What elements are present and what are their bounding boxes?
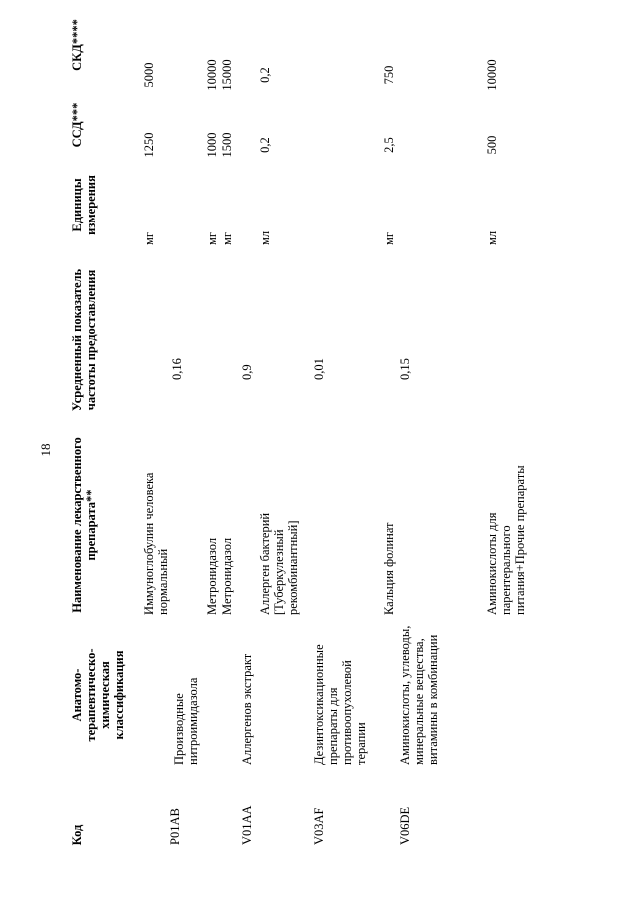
row6-frequency: 0,01	[312, 358, 326, 380]
header-atc: Анатомо-терапевтическо-химическая классификация	[70, 648, 126, 742]
row1-atc: Производные нитроимидазола	[172, 677, 200, 765]
row3-skd: 15000	[220, 59, 234, 91]
row0-drug: Иммуноглобулин человека нормальный	[142, 472, 170, 615]
row5-ssd: 0,2	[258, 137, 272, 153]
header-unit: Единицы измерения	[70, 175, 98, 235]
row9-unit: мл	[485, 230, 499, 245]
row6-code: V03AF	[312, 807, 326, 845]
header-code: Код	[70, 824, 84, 846]
header-frequency: Усредненный показатель частоты предоставления	[70, 268, 98, 412]
row4-atc: Аллергенов экстракт	[240, 653, 254, 765]
header-ssd: ССД***	[70, 102, 84, 148]
row2-drug: Метронидазол	[205, 537, 219, 615]
row0-unit: мг	[142, 231, 156, 245]
row5-unit: мл	[258, 230, 272, 245]
row7-skd: 750	[382, 65, 396, 85]
row9-ssd: 500	[485, 135, 499, 155]
row2-ssd: 1000	[205, 132, 219, 158]
row2-skd: 10000	[205, 59, 219, 91]
row9-skd: 10000	[485, 59, 499, 91]
row5-skd: 0,2	[258, 67, 272, 83]
row5-drug: Аллерген бактерий [Туберкулезный рекомбинантный]	[258, 512, 300, 615]
header-drug: Наименование лекарственного препарата**	[70, 437, 98, 613]
row7-drug: Кальция фолинат	[382, 522, 396, 615]
row0-skd: 5000	[142, 62, 156, 88]
header-skd: СКД****	[70, 19, 84, 71]
row1-code: P01AB	[168, 808, 182, 845]
row9-drug: Аминокислоты для парентерального питания+Прочие препараты	[485, 465, 527, 615]
row7-unit: мг	[382, 231, 396, 245]
row4-code: V01AA	[240, 805, 254, 845]
row8-atc: Аминокислоты, углеводы, минеральные вещества, витамины в комбинации	[398, 625, 440, 765]
row3-drug: Метронидазол	[220, 537, 234, 615]
row0-ssd: 1250	[142, 132, 156, 158]
row2-unit: мг	[205, 231, 219, 245]
row3-unit: мг	[220, 231, 234, 245]
row6-atc: Дезинтоксикационные препараты для противоопухолевой терапии	[312, 644, 368, 765]
row3-ssd: 1500	[220, 132, 234, 158]
page-number: 18	[38, 443, 53, 457]
row1-frequency: 0,16	[170, 358, 184, 380]
row7-ssd: 2,5	[382, 137, 396, 153]
row8-code: V06DE	[398, 806, 412, 845]
row4-frequency: 0,9	[240, 364, 254, 380]
row8-frequency: 0,15	[398, 358, 412, 380]
